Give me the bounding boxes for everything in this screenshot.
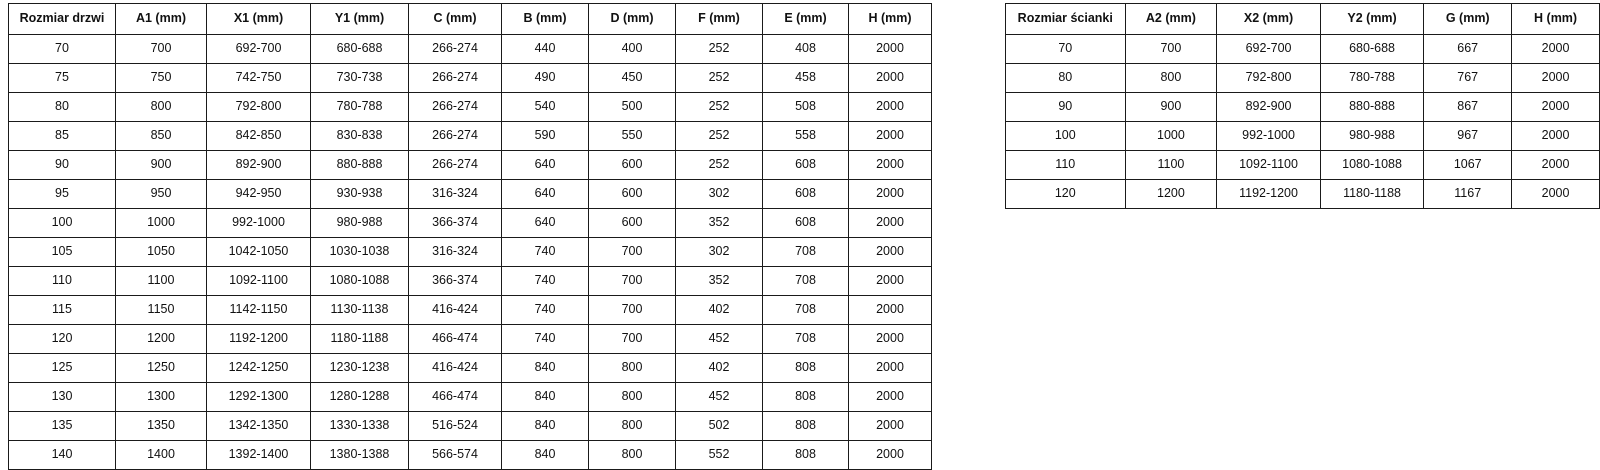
table-cell: 1300 bbox=[116, 383, 207, 412]
wall-dimensions-table-container bbox=[1005, 3, 1600, 209]
table-cell: 1200 bbox=[116, 325, 207, 354]
table-cell: 900 bbox=[116, 151, 207, 180]
table-cell: 1200 bbox=[1125, 180, 1217, 209]
table-cell: 95 bbox=[9, 180, 116, 209]
table-cell: 880-888 bbox=[1320, 93, 1424, 122]
column-header: A2 (mm) bbox=[1125, 4, 1217, 35]
table-cell: 1180-1188 bbox=[1320, 180, 1424, 209]
table-cell: 1000 bbox=[1125, 122, 1217, 151]
table-row bbox=[9, 354, 932, 383]
table-cell: 830-838 bbox=[311, 122, 409, 151]
wall-table-head bbox=[1006, 4, 1600, 35]
table-cell: 892-900 bbox=[207, 151, 311, 180]
table-cell: 700 bbox=[589, 238, 676, 267]
table-cell: 450 bbox=[589, 64, 676, 93]
table-cell: 740 bbox=[502, 296, 589, 325]
table-cell: 85 bbox=[9, 122, 116, 151]
table-row bbox=[9, 209, 932, 238]
table-cell: 792-800 bbox=[207, 93, 311, 122]
column-header: A1 (mm) bbox=[116, 4, 207, 35]
table-cell: 90 bbox=[1006, 93, 1126, 122]
table-row bbox=[9, 122, 932, 151]
table-cell: 75 bbox=[9, 64, 116, 93]
column-header: X2 (mm) bbox=[1217, 4, 1321, 35]
table-cell: 252 bbox=[676, 64, 763, 93]
table-cell: 640 bbox=[502, 151, 589, 180]
table-cell: 1080-1088 bbox=[311, 267, 409, 296]
table-cell: 2000 bbox=[1512, 180, 1600, 209]
column-header: Y2 (mm) bbox=[1320, 4, 1424, 35]
table-cell: 842-850 bbox=[207, 122, 311, 151]
table-cell: 1292-1300 bbox=[207, 383, 311, 412]
table-cell: 808 bbox=[763, 354, 849, 383]
table-cell: 2000 bbox=[849, 383, 932, 412]
table-cell: 366-374 bbox=[409, 209, 502, 238]
table-cell: 800 bbox=[116, 93, 207, 122]
column-header: D (mm) bbox=[589, 4, 676, 35]
column-header: H (mm) bbox=[1512, 4, 1600, 35]
table-cell: 892-900 bbox=[1217, 93, 1321, 122]
table-cell: 1150 bbox=[116, 296, 207, 325]
table-row bbox=[9, 325, 932, 354]
table-cell: 708 bbox=[763, 325, 849, 354]
table-cell: 692-700 bbox=[207, 35, 311, 64]
table-cell: 252 bbox=[676, 93, 763, 122]
table-cell: 302 bbox=[676, 180, 763, 209]
table-cell: 550 bbox=[589, 122, 676, 151]
table-cell: 502 bbox=[676, 412, 763, 441]
table-cell: 252 bbox=[676, 35, 763, 64]
table-cell: 100 bbox=[1006, 122, 1126, 151]
table-cell: 740 bbox=[502, 325, 589, 354]
table-cell: 708 bbox=[763, 238, 849, 267]
door-dimensions-table-container bbox=[8, 3, 932, 470]
table-row bbox=[1006, 122, 1600, 151]
table-row bbox=[1006, 93, 1600, 122]
table-cell: 680-688 bbox=[311, 35, 409, 64]
table-cell: 800 bbox=[589, 354, 676, 383]
table-cell: 590 bbox=[502, 122, 589, 151]
table-cell: 105 bbox=[9, 238, 116, 267]
table-row bbox=[9, 64, 932, 93]
table-cell: 1100 bbox=[1125, 151, 1217, 180]
table-cell: 750 bbox=[116, 64, 207, 93]
table-cell: 600 bbox=[589, 180, 676, 209]
table-cell: 466-474 bbox=[409, 325, 502, 354]
table-cell: 540 bbox=[502, 93, 589, 122]
table-cell: 942-950 bbox=[207, 180, 311, 209]
table-cell: 1100 bbox=[116, 267, 207, 296]
table-header-row bbox=[9, 4, 932, 35]
table-cell: 2000 bbox=[849, 209, 932, 238]
table-cell: 608 bbox=[763, 151, 849, 180]
table-cell: 90 bbox=[9, 151, 116, 180]
table-cell: 1042-1050 bbox=[207, 238, 311, 267]
table-cell: 100 bbox=[9, 209, 116, 238]
wall-table-body bbox=[1006, 35, 1600, 209]
table-cell: 458 bbox=[763, 64, 849, 93]
table-cell: 140 bbox=[9, 441, 116, 470]
table-cell: 1050 bbox=[116, 238, 207, 267]
table-cell: 2000 bbox=[1512, 151, 1600, 180]
table-cell: 110 bbox=[1006, 151, 1126, 180]
table-cell: 516-524 bbox=[409, 412, 502, 441]
table-cell: 808 bbox=[763, 383, 849, 412]
table-cell: 730-738 bbox=[311, 64, 409, 93]
table-cell: 508 bbox=[763, 93, 849, 122]
table-cell: 402 bbox=[676, 354, 763, 383]
table-cell: 700 bbox=[589, 325, 676, 354]
table-cell: 1167 bbox=[1424, 180, 1512, 209]
table-cell: 552 bbox=[676, 441, 763, 470]
door-table-body bbox=[9, 35, 932, 470]
table-cell: 700 bbox=[1125, 35, 1217, 64]
table-cell: 452 bbox=[676, 383, 763, 412]
table-cell: 2000 bbox=[849, 296, 932, 325]
table-cell: 302 bbox=[676, 238, 763, 267]
table-cell: 2000 bbox=[849, 325, 932, 354]
table-cell: 742-750 bbox=[207, 64, 311, 93]
table-cell: 2000 bbox=[849, 151, 932, 180]
table-cell: 867 bbox=[1424, 93, 1512, 122]
table-cell: 408 bbox=[763, 35, 849, 64]
table-cell: 1080-1088 bbox=[1320, 151, 1424, 180]
table-row bbox=[9, 151, 932, 180]
table-cell: 767 bbox=[1424, 64, 1512, 93]
table-cell: 840 bbox=[502, 383, 589, 412]
table-cell: 1092-1100 bbox=[207, 267, 311, 296]
door-table-head bbox=[9, 4, 932, 35]
table-cell: 967 bbox=[1424, 122, 1512, 151]
table-cell: 252 bbox=[676, 122, 763, 151]
table-row bbox=[9, 180, 932, 209]
table-cell: 1330-1338 bbox=[311, 412, 409, 441]
table-cell: 466-474 bbox=[409, 383, 502, 412]
table-cell: 416-424 bbox=[409, 296, 502, 325]
table-cell: 800 bbox=[1125, 64, 1217, 93]
table-cell: 880-888 bbox=[311, 151, 409, 180]
table-row bbox=[1006, 64, 1600, 93]
table-cell: 125 bbox=[9, 354, 116, 383]
table-cell: 500 bbox=[589, 93, 676, 122]
table-cell: 252 bbox=[676, 151, 763, 180]
table-row bbox=[9, 412, 932, 441]
table-cell: 2000 bbox=[849, 238, 932, 267]
table-cell: 1342-1350 bbox=[207, 412, 311, 441]
table-cell: 1130-1138 bbox=[311, 296, 409, 325]
table-cell: 115 bbox=[9, 296, 116, 325]
table-cell: 667 bbox=[1424, 35, 1512, 64]
table-cell: 800 bbox=[589, 412, 676, 441]
table-cell: 1280-1288 bbox=[311, 383, 409, 412]
table-cell: 1250 bbox=[116, 354, 207, 383]
table-cell: 700 bbox=[589, 296, 676, 325]
table-cell: 490 bbox=[502, 64, 589, 93]
column-header: X1 (mm) bbox=[207, 4, 311, 35]
table-cell: 850 bbox=[116, 122, 207, 151]
table-cell: 1242-1250 bbox=[207, 354, 311, 383]
table-cell: 1230-1238 bbox=[311, 354, 409, 383]
table-header-row bbox=[1006, 4, 1600, 35]
table-cell: 680-688 bbox=[1320, 35, 1424, 64]
table-cell: 1030-1038 bbox=[311, 238, 409, 267]
table-cell: 608 bbox=[763, 180, 849, 209]
column-header: Y1 (mm) bbox=[311, 4, 409, 35]
table-cell: 316-324 bbox=[409, 238, 502, 267]
table-row bbox=[1006, 180, 1600, 209]
table-cell: 792-800 bbox=[1217, 64, 1321, 93]
table-cell: 2000 bbox=[1512, 64, 1600, 93]
table-cell: 70 bbox=[1006, 35, 1126, 64]
table-cell: 2000 bbox=[849, 93, 932, 122]
table-cell: 1180-1188 bbox=[311, 325, 409, 354]
table-cell: 266-274 bbox=[409, 64, 502, 93]
table-cell: 2000 bbox=[849, 122, 932, 151]
table-cell: 600 bbox=[589, 209, 676, 238]
table-cell: 808 bbox=[763, 412, 849, 441]
table-cell: 2000 bbox=[1512, 35, 1600, 64]
table-cell: 700 bbox=[116, 35, 207, 64]
table-cell: 608 bbox=[763, 209, 849, 238]
table-cell: 600 bbox=[589, 151, 676, 180]
table-cell: 452 bbox=[676, 325, 763, 354]
table-cell: 266-274 bbox=[409, 93, 502, 122]
table-cell: 400 bbox=[589, 35, 676, 64]
table-cell: 80 bbox=[9, 93, 116, 122]
table-cell: 992-1000 bbox=[207, 209, 311, 238]
column-header: Rozmiar ścianki bbox=[1006, 4, 1126, 35]
door-dimensions-table bbox=[8, 3, 932, 470]
table-cell: 900 bbox=[1125, 93, 1217, 122]
table-row bbox=[9, 35, 932, 64]
table-cell: 1400 bbox=[116, 441, 207, 470]
table-cell: 130 bbox=[9, 383, 116, 412]
table-cell: 2000 bbox=[849, 267, 932, 296]
table-cell: 1142-1150 bbox=[207, 296, 311, 325]
table-cell: 800 bbox=[589, 383, 676, 412]
table-cell: 120 bbox=[1006, 180, 1126, 209]
table-cell: 1000 bbox=[116, 209, 207, 238]
table-cell: 840 bbox=[502, 412, 589, 441]
table-row bbox=[9, 267, 932, 296]
column-header: C (mm) bbox=[409, 4, 502, 35]
table-cell: 266-274 bbox=[409, 151, 502, 180]
table-cell: 366-374 bbox=[409, 267, 502, 296]
table-cell: 2000 bbox=[849, 412, 932, 441]
table-cell: 1067 bbox=[1424, 151, 1512, 180]
column-header: Rozmiar drzwi bbox=[9, 4, 116, 35]
table-cell: 708 bbox=[763, 296, 849, 325]
table-cell: 1192-1200 bbox=[207, 325, 311, 354]
table-cell: 700 bbox=[589, 267, 676, 296]
table-cell: 2000 bbox=[1512, 93, 1600, 122]
table-row bbox=[1006, 151, 1600, 180]
table-cell: 2000 bbox=[1512, 122, 1600, 151]
table-row bbox=[9, 383, 932, 412]
table-cell: 80 bbox=[1006, 64, 1126, 93]
table-cell: 780-788 bbox=[311, 93, 409, 122]
table-cell: 2000 bbox=[849, 64, 932, 93]
table-cell: 980-988 bbox=[311, 209, 409, 238]
table-cell: 120 bbox=[9, 325, 116, 354]
table-cell: 2000 bbox=[849, 441, 932, 470]
table-cell: 740 bbox=[502, 267, 589, 296]
table-cell: 780-788 bbox=[1320, 64, 1424, 93]
column-header: E (mm) bbox=[763, 4, 849, 35]
table-cell: 316-324 bbox=[409, 180, 502, 209]
wall-dimensions-table bbox=[1005, 3, 1600, 209]
column-header: B (mm) bbox=[502, 4, 589, 35]
table-cell: 558 bbox=[763, 122, 849, 151]
table-cell: 402 bbox=[676, 296, 763, 325]
table-row bbox=[9, 441, 932, 470]
table-cell: 135 bbox=[9, 412, 116, 441]
table-cell: 1380-1388 bbox=[311, 441, 409, 470]
table-cell: 110 bbox=[9, 267, 116, 296]
table-cell: 840 bbox=[502, 354, 589, 383]
table-cell: 840 bbox=[502, 441, 589, 470]
table-cell: 992-1000 bbox=[1217, 122, 1321, 151]
column-header: H (mm) bbox=[849, 4, 932, 35]
table-cell: 352 bbox=[676, 209, 763, 238]
table-cell: 70 bbox=[9, 35, 116, 64]
table-cell: 2000 bbox=[849, 35, 932, 64]
table-cell: 640 bbox=[502, 180, 589, 209]
table-cell: 1392-1400 bbox=[207, 441, 311, 470]
table-cell: 930-938 bbox=[311, 180, 409, 209]
table-cell: 740 bbox=[502, 238, 589, 267]
table-row bbox=[9, 296, 932, 325]
table-cell: 266-274 bbox=[409, 35, 502, 64]
table-cell: 1350 bbox=[116, 412, 207, 441]
table-cell: 800 bbox=[589, 441, 676, 470]
table-cell: 808 bbox=[763, 441, 849, 470]
table-cell: 640 bbox=[502, 209, 589, 238]
table-cell: 708 bbox=[763, 267, 849, 296]
column-header: F (mm) bbox=[676, 4, 763, 35]
table-cell: 2000 bbox=[849, 354, 932, 383]
table-cell: 440 bbox=[502, 35, 589, 64]
table-cell: 2000 bbox=[849, 180, 932, 209]
table-cell: 980-988 bbox=[1320, 122, 1424, 151]
table-cell: 692-700 bbox=[1217, 35, 1321, 64]
table-cell: 566-574 bbox=[409, 441, 502, 470]
table-cell: 352 bbox=[676, 267, 763, 296]
table-cell: 1092-1100 bbox=[1217, 151, 1321, 180]
table-cell: 266-274 bbox=[409, 122, 502, 151]
table-row bbox=[9, 93, 932, 122]
table-cell: 1192-1200 bbox=[1217, 180, 1321, 209]
table-cell: 950 bbox=[116, 180, 207, 209]
table-row bbox=[9, 238, 932, 267]
table-row bbox=[1006, 35, 1600, 64]
table-cell: 416-424 bbox=[409, 354, 502, 383]
column-header: G (mm) bbox=[1424, 4, 1512, 35]
